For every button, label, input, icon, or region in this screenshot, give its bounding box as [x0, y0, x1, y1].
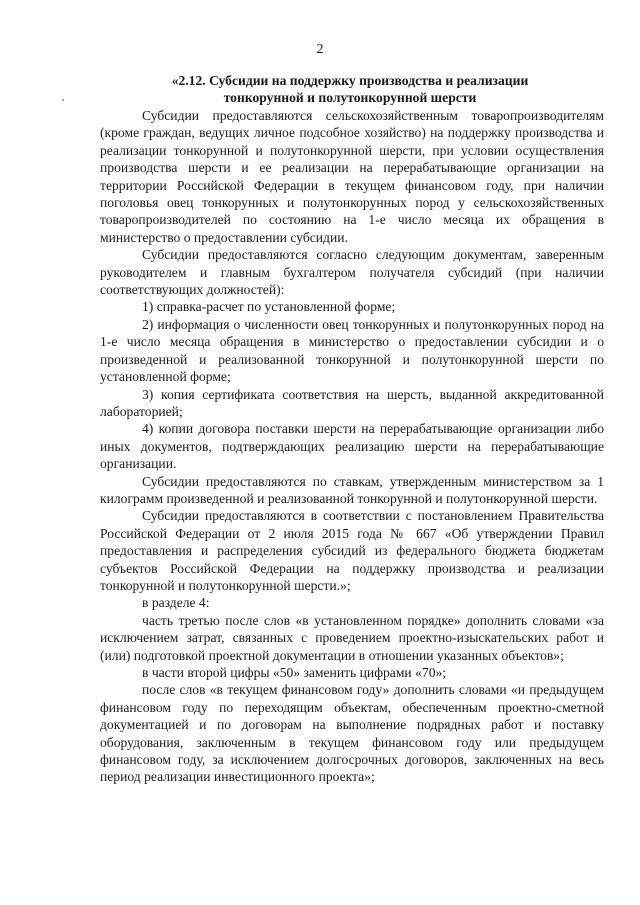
paragraph: Субсидии предоставляются по ставкам, утвержденным министерством за 1 килограмм произведенной и реализованной тонкорунной и полутонкорунной шерсти.	[100, 473, 604, 506]
section-heading	[100, 72, 600, 106]
heading-line-1: «2.12. Субсидии на поддержку производства и реализации	[171, 73, 529, 88]
list-item: 3) копия сертификата соответствия на шерсть, выданной аккредитованной лабораторией;	[100, 386, 604, 419]
paragraph: Субсидии предоставляются сельскохозяйственным товаропроизводителям (кроме граждан, ведущих личное подсобное хозяйство) на поддержку производства и реализации тонкорунной и полутонкорунной шерсти, при условии осуществления производства шерсти и ее реализации на перерабатывающие организации на территории Российской Федерации в текущем финансовом году, при наличии поголовья овец тонкорунных и полутонкорунных пород у сельскохозяйственных товаропроизводителей по состоянию на 1-е число месяца их обращения в министерство о предоставлении субсидии.	[100, 108, 604, 245]
paragraph: после слов «в текущем финансовом году» дополнить словами «и предыдущем финансовом году по переходящим объектам, обеспеченным проектно-сметной документацией и по договорам на выполнение подрядных работ и поставку оборудования, заключенным в текущем финансовом году или предыдущем финансовом году, за исключением долгосрочных договоров, заключенных на весь период реализации инвестиционного проекта»;	[100, 682, 604, 785]
list-item: 2) информация о численности овец тонкорунных и полутонкорунных пород на 1-е число месяца обращения в министерство о предоставлении субсидии и о произведенной и реализованной тонкорунной и полутонкорунной шерсти по установленной форме;	[100, 316, 604, 385]
paragraph: часть третью после слов «в установленном порядке» дополнить словами «за исключением затрат, связанных с проведением проектно-изыскательских работ и (или) подготовкой проектной документации в отношении указанных объектов»;	[100, 612, 604, 663]
scan-speck	[62, 99, 64, 101]
paragraph: Субсидии предоставляются в соответствии с постановлением Правительства Российской Федерации от 2 июля 2015 года № 667 «Об утверждении Правил предоставления и распределения субсидий из федерального бюджета бюджетам субъектов Российской Федерации на поддержку производства и реализации тонкорунной и полутонкорунной шерсти.»;	[100, 508, 604, 593]
list-item: 1) справка-расчет по установленной форме;	[142, 299, 396, 315]
heading-line-2: тонкорунной и полутонкорунной шерсти	[223, 90, 477, 105]
paragraph: в разделе 4:	[142, 595, 210, 611]
paragraph: в части второй цифры «50» заменить цифрами «70»;	[142, 665, 447, 680]
document-body	[100, 107, 604, 786]
list-item: 4) копии договора поставки шерсти на перерабатывающие организации либо иных документов, подтверждающих реализацию шерсти на перерабатывающие организации.	[100, 421, 604, 472]
paragraph: Субсидии предоставляются согласно следующим документам, заверенным руководителем и главным бухгалтером получателя субсидий (при наличии соответствующих должностей):	[100, 247, 604, 298]
page-number: 2	[316, 42, 324, 57]
